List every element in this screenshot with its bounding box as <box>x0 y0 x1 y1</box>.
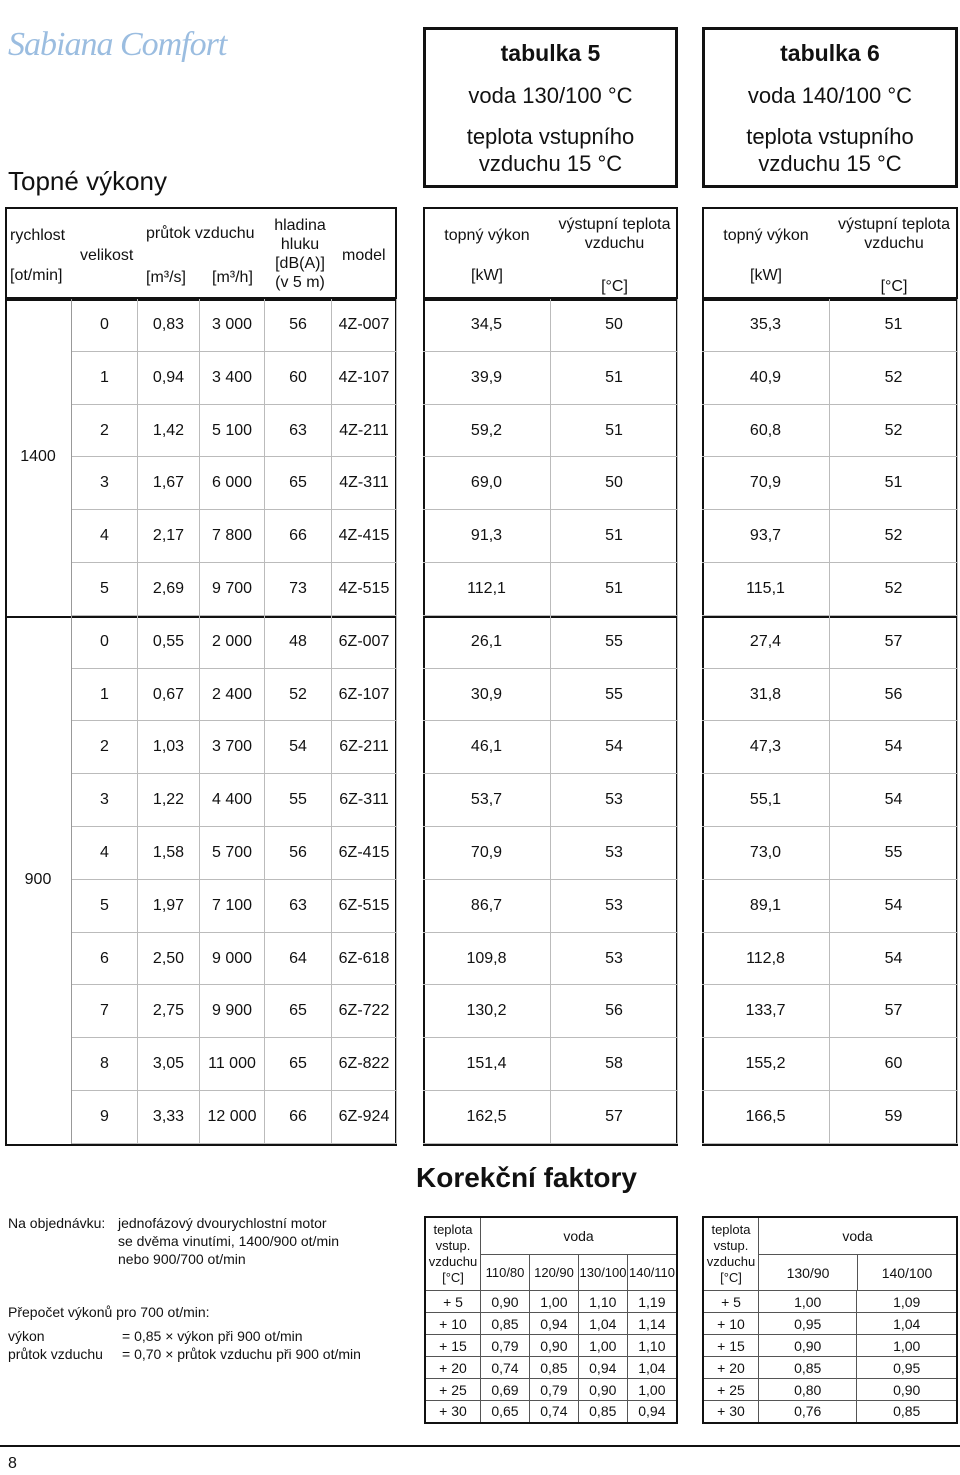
cf1-head-4: [°C] <box>442 1270 464 1285</box>
header-hladina-4: (v 5 m) <box>275 274 325 291</box>
cf-cell: 1,00 <box>759 1291 857 1313</box>
table-cell: 48 <box>265 616 332 669</box>
table-cell: 55 <box>265 774 332 827</box>
cf-cell: + 5 <box>703 1291 759 1313</box>
table-cell: 5 700 <box>200 827 265 880</box>
table-cell: 3 <box>72 774 138 827</box>
table-cell: 4Z-107 <box>332 352 397 405</box>
table-cell: 11 000 <box>200 1038 265 1091</box>
table-cell: 27,4 <box>702 616 830 669</box>
header-hladina-1: hladina <box>274 217 326 234</box>
table-cell: 54 <box>265 721 332 774</box>
page-title: Topné výkony <box>8 166 167 196</box>
table-cell: 6Z-822 <box>332 1038 397 1091</box>
header-degc-5: [°C] <box>601 278 628 295</box>
table-cell: 63 <box>265 405 332 458</box>
table5-air-1: teplota vstupního <box>466 124 635 149</box>
table-cell: 60 <box>265 352 332 405</box>
cf-cell: 0,85 <box>578 1401 627 1423</box>
table-cell: 7 800 <box>200 510 265 563</box>
table-cell: 2,17 <box>138 510 200 563</box>
table-cell: 50 <box>551 299 678 352</box>
cf-cell: 1,14 <box>627 1313 677 1335</box>
correction-title: Korekční faktory <box>416 1162 637 1193</box>
header-velikost: velikost <box>80 247 134 264</box>
cf-cell: 0,90 <box>481 1291 530 1313</box>
table-cell: 6Z-618 <box>332 933 397 986</box>
table-cell: 57 <box>830 985 958 1038</box>
speed-label: 1400 <box>5 299 72 616</box>
table-cell: 56 <box>551 985 678 1038</box>
table-cell: 7 100 <box>200 880 265 933</box>
cf-row <box>425 1335 677 1357</box>
table-cell: 58 <box>551 1038 678 1091</box>
cf-cell: 0,85 <box>759 1357 857 1379</box>
header-vyst-6b: vzduchu <box>864 235 924 252</box>
cf-cell: + 15 <box>425 1335 481 1357</box>
table-cell: 70,9 <box>702 457 830 510</box>
note-prepocet: Přepočet výkonů pro 700 ot/min: <box>8 1304 210 1320</box>
note-vykon-value: = 0,85 × výkon při 900 ot/min <box>122 1328 303 1344</box>
cf-cell: + 5 <box>425 1291 481 1313</box>
cf-cell: 1,09 <box>857 1291 957 1313</box>
table5-label: tabulka 5 <box>500 40 601 66</box>
table-cell: 73,0 <box>702 827 830 880</box>
cf-column-header: 110/80 <box>481 1254 529 1290</box>
table-cell: 73 <box>265 563 332 616</box>
table-cell: 31,8 <box>702 669 830 722</box>
cf-cell: 0,94 <box>529 1313 578 1335</box>
table-cell: 9 900 <box>200 985 265 1038</box>
table-cell: 51 <box>830 457 958 510</box>
header-hladina-2: hluku <box>280 236 320 253</box>
note-order-1: jednofázový dvourychlostní motor <box>118 1215 327 1231</box>
cf-cell: 0,74 <box>481 1357 530 1379</box>
note-vykon-label: výkon <box>8 1328 45 1344</box>
table-cell: 4Z-515 <box>332 563 397 616</box>
cf-cell: 0,90 <box>529 1335 578 1357</box>
cf-cell: 0,95 <box>857 1357 957 1379</box>
table-cell: 1,97 <box>138 880 200 933</box>
cf2-head-4: [°C] <box>720 1270 742 1285</box>
table-cell: 9 <box>72 1091 138 1144</box>
cf-row <box>425 1291 677 1313</box>
table-cell: 50 <box>551 457 678 510</box>
cf-cell: 1,04 <box>857 1313 957 1335</box>
cf2-voda: voda <box>842 1228 873 1244</box>
table-cell: 53 <box>551 933 678 986</box>
table-cell: 26,1 <box>423 616 551 669</box>
cf-cell: + 30 <box>703 1401 759 1423</box>
cf2-head-1: teplota <box>711 1222 751 1237</box>
cf-row <box>425 1313 677 1335</box>
table-cell: 6Z-311 <box>332 774 397 827</box>
table-cell: 47,3 <box>702 721 830 774</box>
table-cell: 55 <box>551 616 678 669</box>
cf1-head-1: teplota <box>433 1222 473 1237</box>
header-model: model <box>342 247 386 264</box>
table-cell: 4Z-211 <box>332 405 397 458</box>
table-cell: 6Z-722 <box>332 985 397 1038</box>
table-cell: 34,5 <box>423 299 551 352</box>
cf-cell: 0,95 <box>759 1313 857 1335</box>
note-order-label: Na objednávku: <box>8 1215 106 1231</box>
table-cell: 155,2 <box>702 1038 830 1091</box>
header-vyst-5a: výstupní teplota <box>558 216 671 233</box>
table-cell: 4 <box>72 510 138 563</box>
cf-cell: 0,79 <box>481 1335 530 1357</box>
cf-cell: + 20 <box>703 1357 759 1379</box>
correction-table-2 <box>702 1216 958 1424</box>
cf-row <box>425 1401 677 1423</box>
table-cell: 86,7 <box>423 880 551 933</box>
note-order-3: nebo 900/700 ot/min <box>118 1251 246 1267</box>
table-cell: 53 <box>551 880 678 933</box>
table-cell: 1,58 <box>138 827 200 880</box>
table-cell: 64 <box>265 933 332 986</box>
cf-cell: 0,80 <box>759 1379 857 1401</box>
cf-row <box>703 1379 957 1401</box>
table-cell: 9 000 <box>200 933 265 986</box>
cf-column-header: 130/90 <box>759 1254 857 1290</box>
cf-cell: 1,10 <box>627 1335 677 1357</box>
cf-cell: 1,00 <box>627 1379 677 1401</box>
table-cell: 3 <box>72 457 138 510</box>
table-cell: 53 <box>551 827 678 880</box>
table-cell: 1,03 <box>138 721 200 774</box>
header-vyst-5b: vzduchu <box>584 235 645 252</box>
table-cell: 59,2 <box>423 405 551 458</box>
cf-row <box>703 1357 957 1379</box>
table-cell: 55,1 <box>702 774 830 827</box>
table-cell: 112,1 <box>423 563 551 616</box>
brand-logo: Sabiana Comfort <box>8 26 227 63</box>
table-cell: 6Z-515 <box>332 880 397 933</box>
table-cell: 89,1 <box>702 880 830 933</box>
cf-cell: 0,90 <box>857 1379 957 1401</box>
table-cell: 4Z-311 <box>332 457 397 510</box>
cf1-voda: voda <box>563 1228 594 1244</box>
table-cell: 39,9 <box>423 352 551 405</box>
table-cell: 51 <box>551 563 678 616</box>
table-cell: 2 000 <box>200 616 265 669</box>
table-cell: 4 400 <box>200 774 265 827</box>
table-cell: 56 <box>265 827 332 880</box>
table6-air-1: teplota vstupního <box>746 124 914 149</box>
cf-cell: 0,69 <box>481 1379 530 1401</box>
table-cell: 2,75 <box>138 985 200 1038</box>
table5-air-2: vzduchu 15 °C <box>478 151 623 176</box>
table-cell: 1,67 <box>138 457 200 510</box>
table-cell: 54 <box>551 721 678 774</box>
cf-cell: 0,94 <box>627 1401 677 1423</box>
cf-cell: 0,94 <box>578 1357 627 1379</box>
cf-cell: 0,85 <box>529 1357 578 1379</box>
table-cell: 93,7 <box>702 510 830 563</box>
table-cell: 60,8 <box>702 405 830 458</box>
cf-cell: 0,90 <box>759 1335 857 1357</box>
header-hladina-3: [dB(A)] <box>275 255 325 272</box>
cf1-head-3: vzduchu <box>428 1254 478 1269</box>
table-cell: 5 100 <box>200 405 265 458</box>
table5-header <box>423 27 678 188</box>
table-cell: 6 <box>72 933 138 986</box>
table-cell: 0,67 <box>138 669 200 722</box>
left-header-block <box>5 207 397 299</box>
cf-column-header: 130/100 <box>578 1254 627 1290</box>
table-cell: 3,05 <box>138 1038 200 1091</box>
table6-header <box>702 27 958 188</box>
table-cell: 55 <box>830 827 958 880</box>
header-topny-5: topný výkon <box>444 227 530 244</box>
cf-cell: 0,85 <box>481 1313 530 1335</box>
cf2-head-3: vzduchu <box>706 1254 756 1269</box>
header-prutok: průtok vzduchu <box>146 225 255 242</box>
table-cell: 162,5 <box>423 1091 551 1144</box>
cf-row <box>425 1379 677 1401</box>
footer-divider <box>0 1445 960 1447</box>
table-cell: 4 <box>72 827 138 880</box>
header-vyst-6a: výstupní teplota <box>837 216 951 233</box>
header-topny-6: topný výkon <box>723 227 809 244</box>
table-cell: 54 <box>830 721 958 774</box>
table-cell: 54 <box>830 880 958 933</box>
table-cell: 52 <box>830 352 958 405</box>
note-prutok-label: průtok vzduchu <box>8 1346 103 1362</box>
cf1-head-2: vstup. <box>435 1238 471 1253</box>
table-cell: 112,8 <box>702 933 830 986</box>
table-cell: 3 000 <box>200 299 265 352</box>
table-cell: 130,2 <box>423 985 551 1038</box>
table-cell: 6 000 <box>200 457 265 510</box>
table-cell: 2 <box>72 721 138 774</box>
correction-table-1 <box>424 1216 678 1424</box>
table-cell: 52 <box>830 405 958 458</box>
cf-cell: + 20 <box>425 1357 481 1379</box>
cf-cell: 1,04 <box>627 1357 677 1379</box>
table6-air-2: vzduchu 15 °C <box>758 151 902 176</box>
header-rychlost-unit: [ot/min] <box>10 267 63 284</box>
table-cell: 52 <box>830 563 958 616</box>
table-cell: 0,55 <box>138 616 200 669</box>
table-cell: 2,50 <box>138 933 200 986</box>
cf-cell: + 25 <box>425 1379 481 1401</box>
table-cell: 6Z-924 <box>332 1091 397 1144</box>
table-cell: 5 <box>72 563 138 616</box>
table-cell: 65 <box>265 457 332 510</box>
table-cell: 3 400 <box>200 352 265 405</box>
header-m3h: [m³/h] <box>212 269 253 286</box>
table-cell: 1 <box>72 669 138 722</box>
cf-cell: + 15 <box>703 1335 759 1357</box>
table-cell: 51 <box>551 510 678 563</box>
cf-cell: 0,74 <box>529 1401 578 1423</box>
cf-cell: + 10 <box>425 1313 481 1335</box>
table-cell: 4Z-415 <box>332 510 397 563</box>
cf-cell: + 30 <box>425 1401 481 1423</box>
table-cell: 3 700 <box>200 721 265 774</box>
table-cell: 56 <box>265 299 332 352</box>
table-cell: 46,1 <box>423 721 551 774</box>
cf-cell: 0,79 <box>529 1379 578 1401</box>
table-cell: 59 <box>830 1091 958 1144</box>
table-cell: 0,94 <box>138 352 200 405</box>
header-kw-6: [kW] <box>750 267 782 284</box>
table-cell: 51 <box>551 352 678 405</box>
table6-water: voda 140/100 °C <box>747 83 913 108</box>
cf-cell: 1,00 <box>857 1335 957 1357</box>
table-cell: 2 <box>72 405 138 458</box>
table-cell: 6Z-211 <box>332 721 397 774</box>
table-cell: 35,3 <box>702 299 830 352</box>
table-cell: 51 <box>551 405 678 458</box>
cf-row <box>703 1401 957 1423</box>
cf-cell: 1,19 <box>627 1291 677 1313</box>
table-cell: 51 <box>830 299 958 352</box>
cf-cell: 0,76 <box>759 1401 857 1423</box>
table5-water: voda 130/100 °C <box>468 83 633 108</box>
page-number: 8 <box>8 1455 17 1472</box>
table-cell: 166,5 <box>702 1091 830 1144</box>
cf2-head-2: vstup. <box>713 1238 749 1253</box>
note-order-2: se dvěma vinutími, 1400/900 ot/min <box>118 1233 340 1249</box>
table-cell: 54 <box>830 774 958 827</box>
table-cell: 6Z-107 <box>332 669 397 722</box>
header-kw-5: [kW] <box>471 267 503 284</box>
cf-cell: 1,04 <box>578 1313 627 1335</box>
cf-cell: 0,65 <box>481 1401 530 1423</box>
table-cell: 56 <box>830 669 958 722</box>
table-cell: 1 <box>72 352 138 405</box>
header-degc-6: [°C] <box>880 278 908 295</box>
table6-label: tabulka 6 <box>780 40 880 66</box>
table-cell: 66 <box>265 510 332 563</box>
cf-cell: + 10 <box>703 1313 759 1335</box>
table-cell: 66 <box>265 1091 332 1144</box>
cf-cell: 1,10 <box>578 1291 627 1313</box>
header-rychlost: rychlost <box>10 227 66 244</box>
cf-column-header: 140/100 <box>857 1254 956 1290</box>
table-cell: 65 <box>265 985 332 1038</box>
cf-cell: 0,90 <box>578 1379 627 1401</box>
table-cell: 151,4 <box>423 1038 551 1091</box>
table-cell: 3,33 <box>138 1091 200 1144</box>
cf-cell: 1,00 <box>578 1335 627 1357</box>
table-cell: 7 <box>72 985 138 1038</box>
table-cell: 60 <box>830 1038 958 1091</box>
speed-label: 900 <box>5 616 72 1144</box>
table-cell: 4Z-007 <box>332 299 397 352</box>
table-cell: 0,83 <box>138 299 200 352</box>
table-cell: 55 <box>551 669 678 722</box>
table-cell: 133,7 <box>702 985 830 1038</box>
cf-row <box>703 1291 957 1313</box>
note-prutok-value: = 0,70 × průtok vzduchu při 900 ot/min <box>122 1346 361 1362</box>
table-cell: 70,9 <box>423 827 551 880</box>
cf-column-header: 120/90 <box>529 1254 578 1290</box>
cf-cell: 0,85 <box>857 1401 957 1423</box>
table-cell: 63 <box>265 880 332 933</box>
table-cell: 30,9 <box>423 669 551 722</box>
table-cell: 69,0 <box>423 457 551 510</box>
cf-cell: 1,00 <box>529 1291 578 1313</box>
table-cell: 53,7 <box>423 774 551 827</box>
table-cell: 1,42 <box>138 405 200 458</box>
table-cell: 2,69 <box>138 563 200 616</box>
table-cell: 65 <box>265 1038 332 1091</box>
table-cell: 115,1 <box>702 563 830 616</box>
table-cell: 8 <box>72 1038 138 1091</box>
table-cell: 5 <box>72 880 138 933</box>
table-cell: 12 000 <box>200 1091 265 1144</box>
cf-column-header: 140/110 <box>627 1254 676 1290</box>
cf-row <box>703 1335 957 1357</box>
table-cell: 2 400 <box>200 669 265 722</box>
table-cell: 109,8 <box>423 933 551 986</box>
table-cell: 52 <box>830 510 958 563</box>
table-cell: 57 <box>551 1091 678 1144</box>
table-cell: 1,22 <box>138 774 200 827</box>
header-m3s: [m³/s] <box>146 269 186 286</box>
table-cell: 53 <box>551 774 678 827</box>
cf-cell: + 25 <box>703 1379 759 1401</box>
table-cell: 52 <box>265 669 332 722</box>
table-cell: 54 <box>830 933 958 986</box>
table-cell: 0 <box>72 299 138 352</box>
table-cell: 91,3 <box>423 510 551 563</box>
table-cell: 40,9 <box>702 352 830 405</box>
table-cell: 0 <box>72 616 138 669</box>
cf-row <box>703 1313 957 1335</box>
table-cell: 6Z-415 <box>332 827 397 880</box>
table-cell: 57 <box>830 616 958 669</box>
table-cell: 6Z-007 <box>332 616 397 669</box>
cf-row <box>425 1357 677 1379</box>
table-cell: 9 700 <box>200 563 265 616</box>
